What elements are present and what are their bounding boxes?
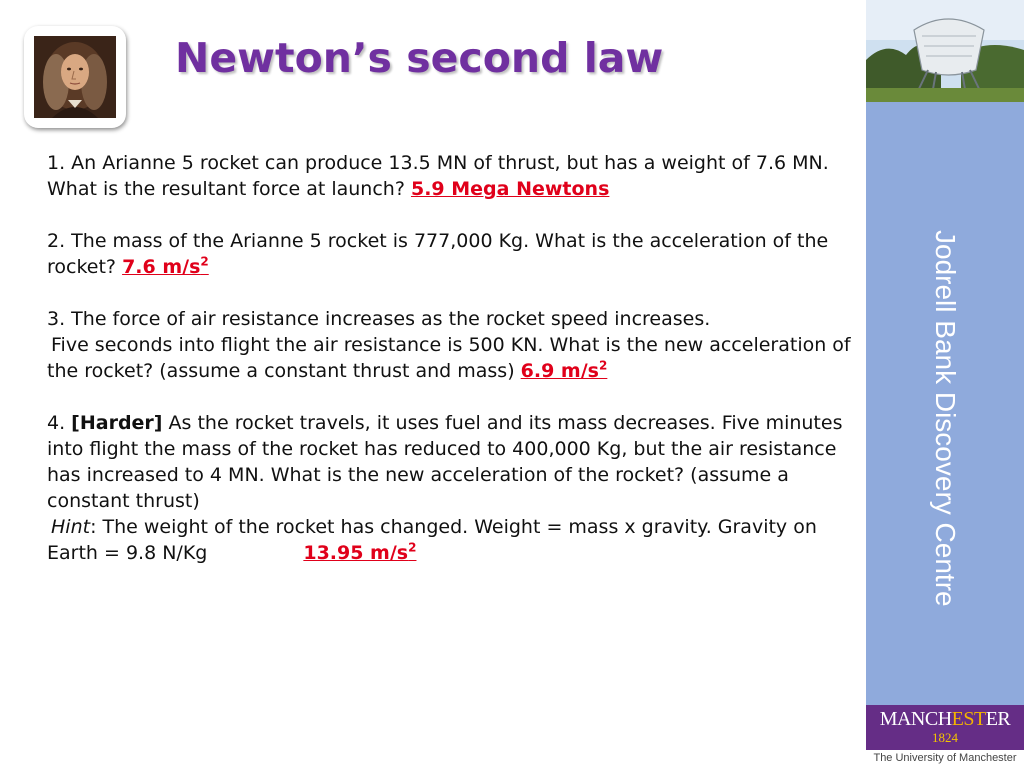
jodrell-bank-title: Jodrell Bank Discovery Centre xyxy=(930,230,961,607)
question-4-answer xyxy=(303,542,416,564)
question-3-text: Five seconds into flight the air resistance is 500 KN. What is the new acceleration of the rocket? (assume a constant thrust and mass) xyxy=(47,334,851,382)
question-3 xyxy=(47,332,857,384)
question-2-text: 2. The mass of the Arianne 5 rocket is 777,000 Kg. What is the acceleration of the rocket? xyxy=(47,230,829,278)
question-4-harder-label: [Harder] xyxy=(71,412,163,434)
newton-portrait-image xyxy=(34,36,116,118)
newton-portrait xyxy=(24,26,126,128)
logo-university-name: The University of Manchester xyxy=(873,752,1017,764)
question-3-answer-exponent: 2 xyxy=(598,358,608,373)
question-2-answer xyxy=(122,256,209,278)
question-1-text: 1. An Arianne 5 rocket can produce 13.5 MN of thrust, but has a weight of 7.6 MN. What is the resultant force at launch? xyxy=(47,152,829,200)
question-3-answer xyxy=(521,360,608,382)
jodrell-bank-telescope-photo xyxy=(866,0,1024,102)
question-1 xyxy=(47,150,857,202)
question-1-answer: 5.9 Mega Newtons xyxy=(410,178,610,200)
university-logo xyxy=(866,705,1024,768)
question-4-text: As the rocket travels, it uses fuel and its mass decreases. Five minutes into flight the mass of the rocket has reduced to 400,000 Kg, but the air resistance has increased to 4 MN. What is the new acceleration of the rocket? (assume a constant thrust) xyxy=(47,412,843,512)
logo-year: 1824 xyxy=(932,730,958,745)
question-4-answer-value: 13.95 m/s xyxy=(303,542,409,564)
hint-text: : The weight of the rocket has changed. Weight = mass x gravity. Gravity on Earth = 9.8 N/Kg xyxy=(47,516,817,564)
question-4-hint xyxy=(47,514,857,566)
question-4-answer-exponent: 2 xyxy=(408,540,417,555)
question-body xyxy=(47,150,857,566)
question-3-line-1: 3. The force of air resistance increases as the rocket speed increases. xyxy=(47,308,711,330)
page-title: Newton’s second law xyxy=(175,34,664,82)
question-4 xyxy=(47,410,857,514)
hint-label: Hint xyxy=(51,516,91,538)
question-3-answer-value: 6.9 m/s xyxy=(520,360,599,382)
question-4-number: 4. xyxy=(47,412,72,434)
logo-wordmark: MANCHESTER xyxy=(879,708,1011,730)
question-2-answer-exponent: 2 xyxy=(200,254,209,269)
question-2-answer-value: 7.6 m/s xyxy=(122,256,201,278)
question-2 xyxy=(47,228,857,280)
logo-background xyxy=(866,705,1024,750)
sidebar-vertical-title xyxy=(866,102,1024,698)
